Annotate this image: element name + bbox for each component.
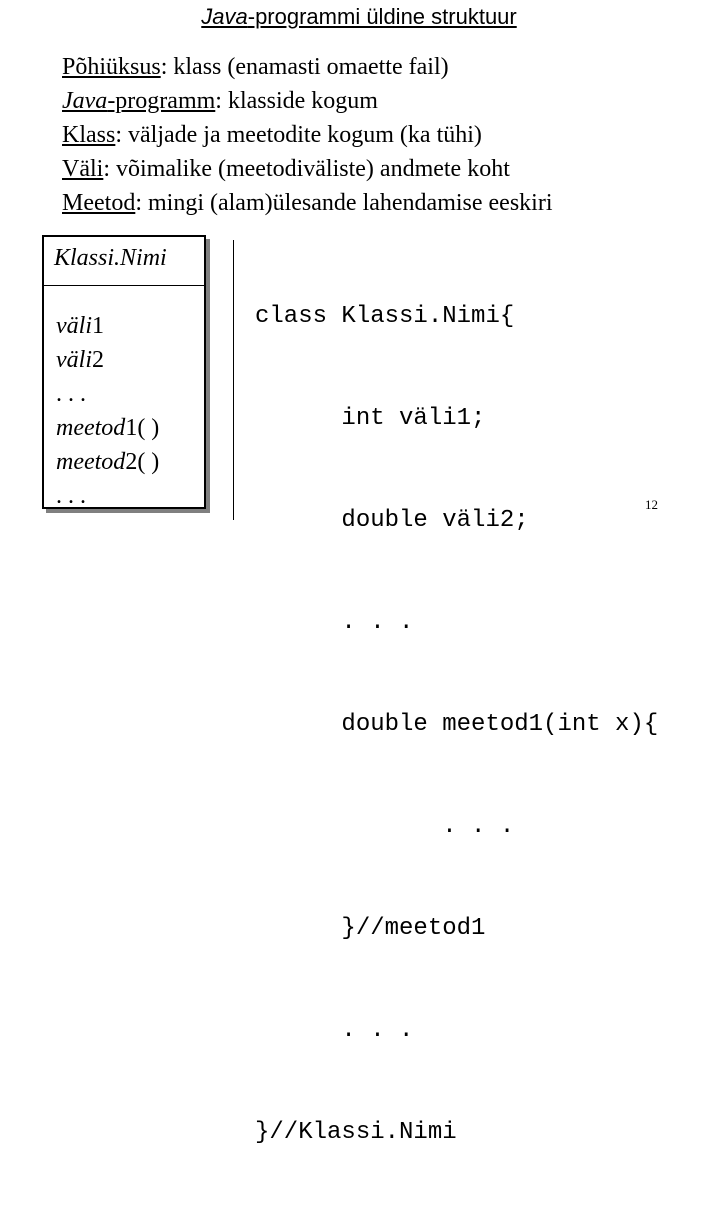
uml-field-num: 2 [92, 347, 104, 373]
code-line: }//Klassi.Nimi [255, 1119, 457, 1146]
code-line: double meetod1(int x){ [255, 711, 659, 738]
uml-method-num: 2 [125, 449, 138, 475]
definition-item [62, 50, 553, 84]
uml-members [56, 309, 159, 513]
definition-text: : väljade ja meetodite kogum (ka tühi) [115, 122, 482, 148]
uml-method-name: meetod [56, 415, 126, 441]
uml-method [56, 411, 159, 445]
definition-text: : klass (enamasti omaette fail) [160, 54, 449, 80]
code-line: . . . [255, 813, 515, 840]
definition-term: Põhiüksus [62, 54, 161, 80]
uml-method-num: 1 [125, 415, 138, 441]
divider-line [233, 240, 234, 520]
title-rest: -programmi üldine struktuur [247, 4, 517, 29]
definition-item [62, 84, 553, 118]
uml-field-num: 1 [92, 313, 104, 339]
uml-ellipsis: . . . [56, 483, 86, 509]
definition-item [62, 186, 553, 220]
uml-method-name: meetod [56, 449, 126, 475]
uml-field [56, 343, 159, 377]
definition-term: Väli [62, 156, 104, 182]
uml-field [56, 309, 159, 343]
code-line: double väli2; [255, 507, 529, 534]
uml-class-name: Klassi.Nimi [54, 245, 167, 271]
code-line: . . . [255, 1017, 414, 1044]
definition-text: : võimalike (meetodiväliste) andmete koht [103, 156, 510, 182]
code-line: }//meetod1 [255, 915, 486, 942]
slide-title [0, 4, 718, 30]
definition-text: : klasside kogum [215, 88, 378, 114]
definitions-list [62, 50, 553, 220]
definition-term: Klass [62, 122, 116, 148]
uml-method-params: ( ) [137, 449, 160, 475]
uml-method-params: ( ) [137, 415, 160, 441]
definition-term: Meetod [62, 190, 136, 216]
uml-class-box [42, 235, 206, 509]
definition-term-italic: Java [62, 88, 108, 114]
definition-item [62, 152, 553, 186]
definition-term: -programm [107, 88, 216, 114]
code-line: int väli1; [255, 405, 486, 432]
page-number: 12 [645, 497, 658, 512]
code-line: . . . [255, 609, 414, 636]
uml-method [56, 445, 159, 479]
uml-field-name: väli [56, 313, 92, 339]
uml-separator [44, 285, 204, 286]
definition-item [62, 118, 553, 152]
code-line: class Klassi.Nimi{ [255, 303, 515, 330]
uml-ellipsis: . . . [56, 381, 86, 407]
definition-text: : mingi (alam)ülesande lahendamise eeskiri [135, 190, 553, 216]
uml-field-name: väli [56, 347, 92, 373]
code-block [255, 232, 658, 1218]
title-java: Java [201, 4, 248, 29]
